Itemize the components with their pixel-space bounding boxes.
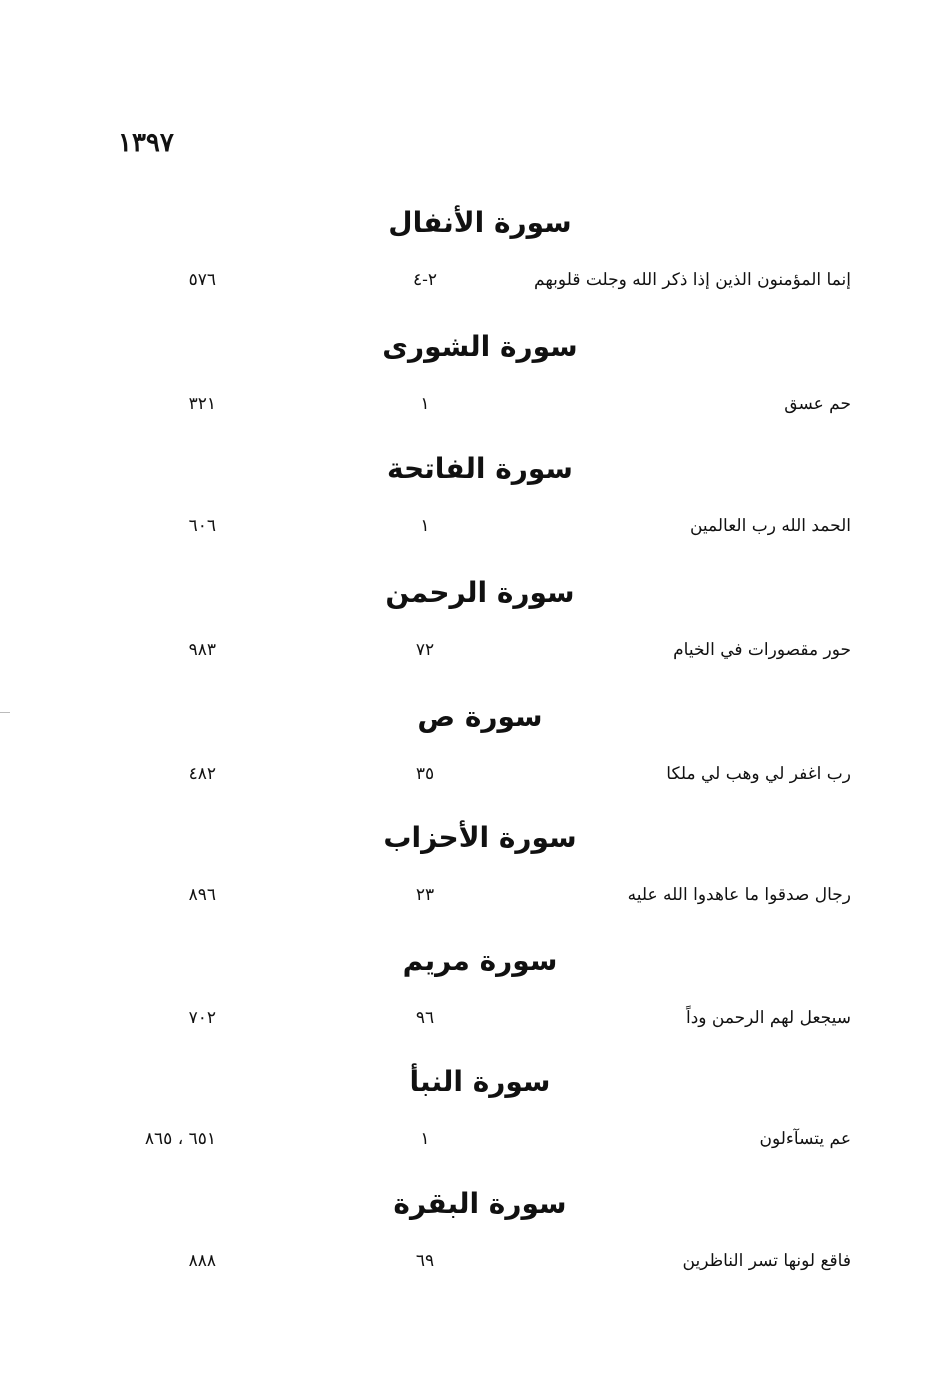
page-reference: ٧٠٢	[188, 1008, 216, 1028]
verse-number: ٧٢	[415, 640, 435, 660]
page-number: ١٣٩٧	[118, 128, 174, 158]
page-reference: ٨٨٨	[188, 1251, 216, 1271]
index-entry	[0, 880, 943, 910]
page-reference: ٥٧٦	[188, 270, 216, 290]
verse-number: ١	[420, 1129, 430, 1149]
surah-title: سورة الرحمن	[385, 576, 575, 609]
verse-text: حور مقصورات في الخيام	[673, 640, 851, 660]
verse-text: الحمد الله رب العالمين	[689, 516, 851, 536]
surah-title: سورة الشورى	[382, 330, 578, 363]
index-entry	[0, 265, 943, 295]
page-reference: ٦٥١ ، ٨٦٥	[144, 1129, 216, 1149]
page-reference: ٦٠٦	[188, 516, 216, 536]
index-entry	[0, 759, 943, 789]
surah-title: سورة الأحزاب	[383, 821, 577, 854]
verse-number: ٢-٤	[412, 270, 438, 290]
verse-number: ١	[420, 516, 430, 536]
index-entry	[0, 635, 943, 665]
verse-number: ٢٣	[415, 885, 435, 905]
index-entry	[0, 1246, 943, 1276]
verse-number: ٩٦	[415, 1008, 435, 1028]
surah-title: سورة مريم	[402, 944, 558, 977]
scan-margin-mark	[0, 712, 10, 713]
surah-title: سورة ص	[417, 700, 543, 733]
index-entry	[0, 1124, 943, 1154]
surah-title: سورة الفاتحة	[387, 452, 573, 485]
page-reference: ٨٩٦	[188, 885, 216, 905]
verse-text: سيجعل لهم الرحمن وداً	[685, 1008, 851, 1028]
verse-text: عم يتسآءلون	[759, 1129, 851, 1149]
index-entry	[0, 1003, 943, 1033]
page-reference: ٩٨٣	[188, 640, 216, 660]
index-entry	[0, 511, 943, 541]
index-entry	[0, 389, 943, 419]
verse-number: ١	[420, 394, 430, 414]
verse-text: فاقع لونها تسر الناظرين	[682, 1251, 851, 1271]
page-reference: ٤٨٢	[188, 764, 216, 784]
verse-number: ٣٥	[415, 764, 435, 784]
verse-text: رب اغفر لي وهب لي ملكا	[666, 764, 851, 784]
surah-title: سورة البقرة	[393, 1187, 567, 1220]
verse-text: حم عسق	[784, 394, 851, 414]
verse-number: ٦٩	[415, 1251, 435, 1271]
verse-text: إنما المؤمنون الذين إذا ذكر الله وجلت قلوبهم	[534, 270, 851, 290]
verse-text: رجال صدقوا ما عاهدوا الله عليه	[627, 885, 851, 905]
surah-title: سورة الأنفال	[388, 206, 572, 239]
surah-title: سورة النبأ	[409, 1065, 551, 1098]
page-reference: ٣٢١	[188, 394, 216, 414]
